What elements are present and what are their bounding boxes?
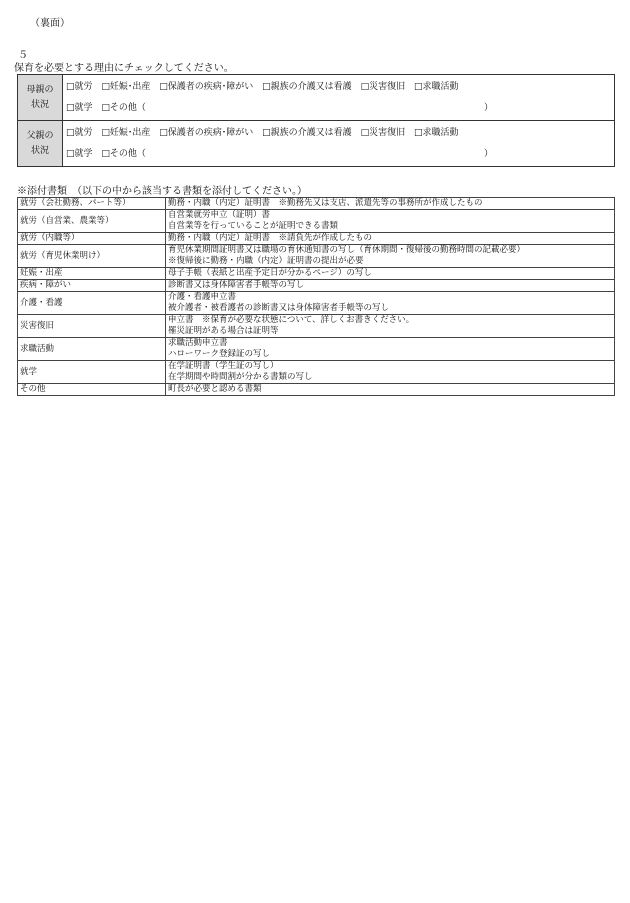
checkbox-pregnancy[interactable]: □妊娠･出産 xyxy=(101,127,151,138)
attachment-row xyxy=(18,292,615,315)
checkbox-disaster[interactable]: □災害復旧 xyxy=(360,81,406,92)
attachment-docs xyxy=(166,233,615,245)
reason-row-father xyxy=(18,121,615,167)
attachment-docs xyxy=(166,292,615,315)
checkbox-care[interactable]: □親族の介護又は看護 xyxy=(262,81,352,92)
attachment-category: 就労（自営業、農業等） xyxy=(18,210,166,233)
attachment-doc-line: 申立書 ※保育が必要な状態について、詳しくお書きください。 xyxy=(168,315,415,325)
attachment-doc-line: 在学証明書（学生証の写し） xyxy=(168,361,279,371)
attachment-row xyxy=(18,268,615,280)
attachment-docs xyxy=(166,280,615,292)
attachment-category: 求職活動 xyxy=(18,338,166,361)
attachment-doc-line: 被介護者・被看護者の診断書又は身体障害者手帳等の写し xyxy=(168,303,390,313)
checkbox-study[interactable]: □就学 xyxy=(66,148,93,159)
attachment-doc-line: 自営業等を行っていることが証明できる書類 xyxy=(168,221,339,231)
attachment-docs xyxy=(166,315,615,338)
checkbox-work[interactable]: □就労 xyxy=(66,127,93,138)
attachment-doc-line: 罹災証明がある場合は証明等 xyxy=(168,326,279,336)
attachment-docs xyxy=(166,198,615,210)
other-close-paren: ） xyxy=(484,148,494,159)
checkbox-job-search[interactable]: □求職活動 xyxy=(413,81,459,92)
attachment-row xyxy=(18,198,615,210)
checkbox-other[interactable]: □その他（ xyxy=(101,148,146,159)
attachment-doc-line: ハローワーク登録証の写し xyxy=(168,349,271,359)
section-number: ５ xyxy=(18,50,28,61)
attachment-row xyxy=(18,361,615,384)
attachment-category: 就労（育児休業明け） xyxy=(18,245,166,268)
reason-row-mother xyxy=(18,75,615,121)
attachment-category: 妊娠・出産 xyxy=(18,268,166,280)
reason-table xyxy=(17,74,615,167)
checkbox-study[interactable]: □就学 xyxy=(66,102,93,113)
section-title: 保育を必要とする理由にチェックしてください。 xyxy=(14,63,234,74)
attachment-row xyxy=(18,210,615,233)
reason-options-line-2 xyxy=(66,98,614,119)
attachment-doc-line: ※復帰後に勤務・内職（内定）証明書の提出が必要 xyxy=(168,256,364,266)
checkbox-work[interactable]: □就労 xyxy=(66,81,93,92)
attachment-doc-line: 診断書又は身体障害者手帳等の写し xyxy=(168,280,305,290)
attachments-table xyxy=(17,197,615,396)
attachment-doc-line: 母子手帳（表紙と出産予定日が分かるページ）の写し xyxy=(168,268,372,278)
attachment-category: 疾病・障がい xyxy=(18,280,166,292)
checkbox-care[interactable]: □親族の介護又は看護 xyxy=(262,127,352,138)
reason-label-line: 父親の xyxy=(26,130,54,141)
reason-label-line: 状況 xyxy=(30,145,49,156)
reason-options-mother xyxy=(63,75,615,121)
checkbox-pregnancy[interactable]: □妊娠･出産 xyxy=(101,81,151,92)
attachment-row xyxy=(18,245,615,268)
attachment-doc-line: 勤務・内職（内定）証明書 ※請負先が作成したもの xyxy=(168,233,373,243)
attachment-doc-line: 自営業就労申立（証明）書 xyxy=(168,210,271,220)
attachment-doc-line: 在学期間や時間割が分かる書類の写し xyxy=(168,372,313,382)
attachment-doc-line: 求職活動申立書 xyxy=(168,338,228,348)
reason-options-line-1 xyxy=(66,123,614,144)
attachment-row xyxy=(18,384,615,396)
attachment-category: その他 xyxy=(18,384,166,396)
checkbox-job-search[interactable]: □求職活動 xyxy=(413,127,459,138)
attachment-docs xyxy=(166,338,615,361)
attachment-category: 介護・看護 xyxy=(18,292,166,315)
checkbox-illness[interactable]: □保護者の疾病･障がい xyxy=(159,81,254,92)
attachment-category: 就学 xyxy=(18,361,166,384)
attachment-docs xyxy=(166,245,615,268)
checkbox-illness[interactable]: □保護者の疾病･障がい xyxy=(159,127,254,138)
reason-options-father xyxy=(63,121,615,167)
attachment-docs xyxy=(166,268,615,280)
attachment-doc-line: 育児休業期間証明書又は職場の育休通知書の写し（育休期間・復帰後の勤務時間の記載必要） xyxy=(168,245,526,255)
attachment-row xyxy=(18,280,615,292)
attachment-doc-line: 勤務・内職（内定）証明書 ※勤務先又は支店、派遣先等の事務所が作成したもの xyxy=(168,198,483,208)
attachment-doc-line: 介護・看護申立書 xyxy=(168,292,237,302)
attachment-doc-line: 町長が必要と認める書類 xyxy=(168,384,262,394)
attachment-category: 就労（会社勤務、パート等） xyxy=(18,198,166,210)
checkbox-disaster[interactable]: □災害復旧 xyxy=(360,127,406,138)
reason-label-line: 母親の xyxy=(26,84,54,95)
attachment-row xyxy=(18,338,615,361)
attachment-category: 災害復旧 xyxy=(18,315,166,338)
attachment-category: 就労（内職等） xyxy=(18,233,166,245)
reason-options-line-1 xyxy=(66,77,614,98)
checkbox-other[interactable]: □その他（ xyxy=(101,102,146,113)
attachment-row xyxy=(18,233,615,245)
other-close-paren: ） xyxy=(484,102,494,113)
reason-label-father xyxy=(18,121,63,167)
reason-label-mother xyxy=(18,75,63,121)
attachment-row xyxy=(18,315,615,338)
page-side-label: （裏面） xyxy=(30,18,70,29)
attachment-docs xyxy=(166,361,615,384)
reason-options-line-2 xyxy=(66,144,614,165)
reason-label-line: 状況 xyxy=(30,99,49,110)
attachment-docs xyxy=(166,384,615,396)
attachment-docs xyxy=(166,210,615,233)
attachments-title: ※添付書類 （以下の中から該当する書類を添付してください。） xyxy=(17,186,307,197)
